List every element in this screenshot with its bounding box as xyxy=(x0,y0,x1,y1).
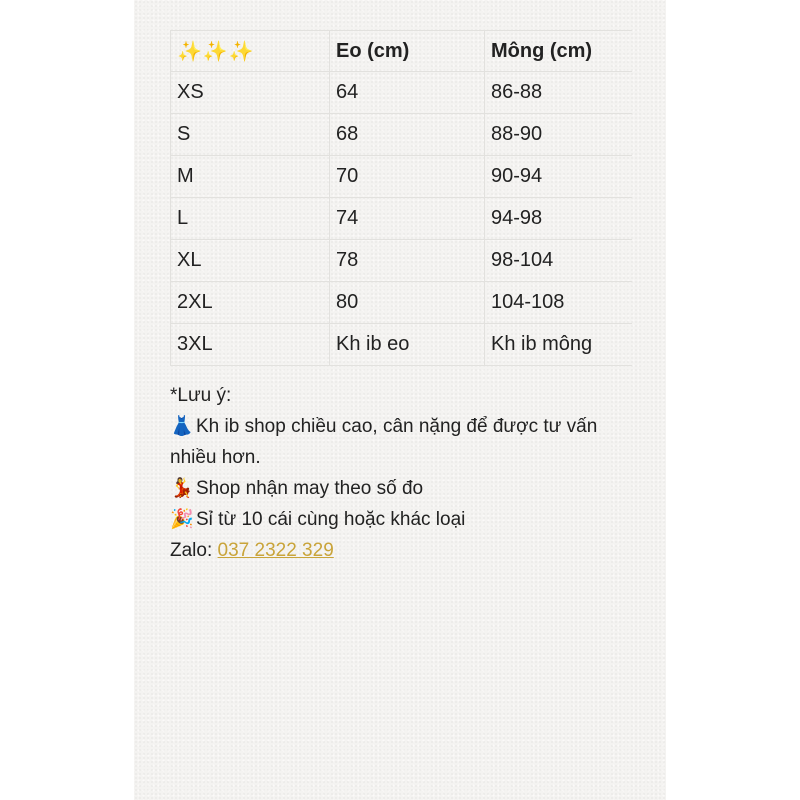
party-popper-icon: 🎉 xyxy=(170,509,194,530)
hip-cell: 94-98 xyxy=(485,198,633,240)
size-cell: XL xyxy=(171,240,330,282)
note-line xyxy=(170,473,640,504)
sparkles-icon: ✨✨✨ xyxy=(177,40,255,63)
header-sparkles-cell xyxy=(171,31,330,72)
size-cell: 3XL xyxy=(171,324,330,366)
waist-cell: 70 xyxy=(330,156,485,198)
table-row xyxy=(171,324,633,366)
waist-cell: 64 xyxy=(330,72,485,114)
note-line xyxy=(170,504,640,535)
waist-cell: 68 xyxy=(330,114,485,156)
hip-cell: 98-104 xyxy=(485,240,633,282)
table-header-row xyxy=(171,31,633,72)
table-row xyxy=(171,282,633,324)
zalo-line xyxy=(170,535,640,566)
waist-cell: 74 xyxy=(330,198,485,240)
table-row xyxy=(171,198,633,240)
size-cell: M xyxy=(171,156,330,198)
size-cell: L xyxy=(171,198,330,240)
table-row xyxy=(171,114,633,156)
hip-cell: 90-94 xyxy=(485,156,633,198)
waist-cell: 80 xyxy=(330,282,485,324)
table-row xyxy=(171,156,633,198)
notes-section xyxy=(170,380,640,566)
header-hip: Mông (cm) xyxy=(485,31,633,72)
hip-cell: 86-88 xyxy=(485,72,633,114)
note-text: Kh ib shop chiều cao, cân nặng để được tư vấn nhiều hơn. xyxy=(170,416,598,468)
size-chart-table xyxy=(170,30,632,366)
table-row xyxy=(171,72,633,114)
zalo-label: Zalo: xyxy=(170,540,213,561)
dancer-icon: 💃 xyxy=(170,478,194,499)
hip-cell: Kh ib mông xyxy=(485,324,633,366)
size-cell: 2XL xyxy=(171,282,330,324)
size-cell: S xyxy=(171,114,330,156)
table-row xyxy=(171,240,633,282)
note-line xyxy=(170,411,640,473)
notes-title: *Lưu ý: xyxy=(170,385,232,406)
note-paper xyxy=(134,0,666,800)
note-text: Sỉ từ 10 cái cùng hoặc khác loại xyxy=(196,509,466,530)
waist-cell: Kh ib eo xyxy=(330,324,485,366)
size-cell: XS xyxy=(171,72,330,114)
header-waist: Eo (cm) xyxy=(330,31,485,72)
dress-icon: 👗 xyxy=(170,416,194,437)
hip-cell: 88-90 xyxy=(485,114,633,156)
note-text: Shop nhận may theo số đo xyxy=(196,478,424,499)
zalo-phone-link[interactable]: 037 2322 329 xyxy=(217,540,334,561)
hip-cell: 104-108 xyxy=(485,282,633,324)
waist-cell: 78 xyxy=(330,240,485,282)
